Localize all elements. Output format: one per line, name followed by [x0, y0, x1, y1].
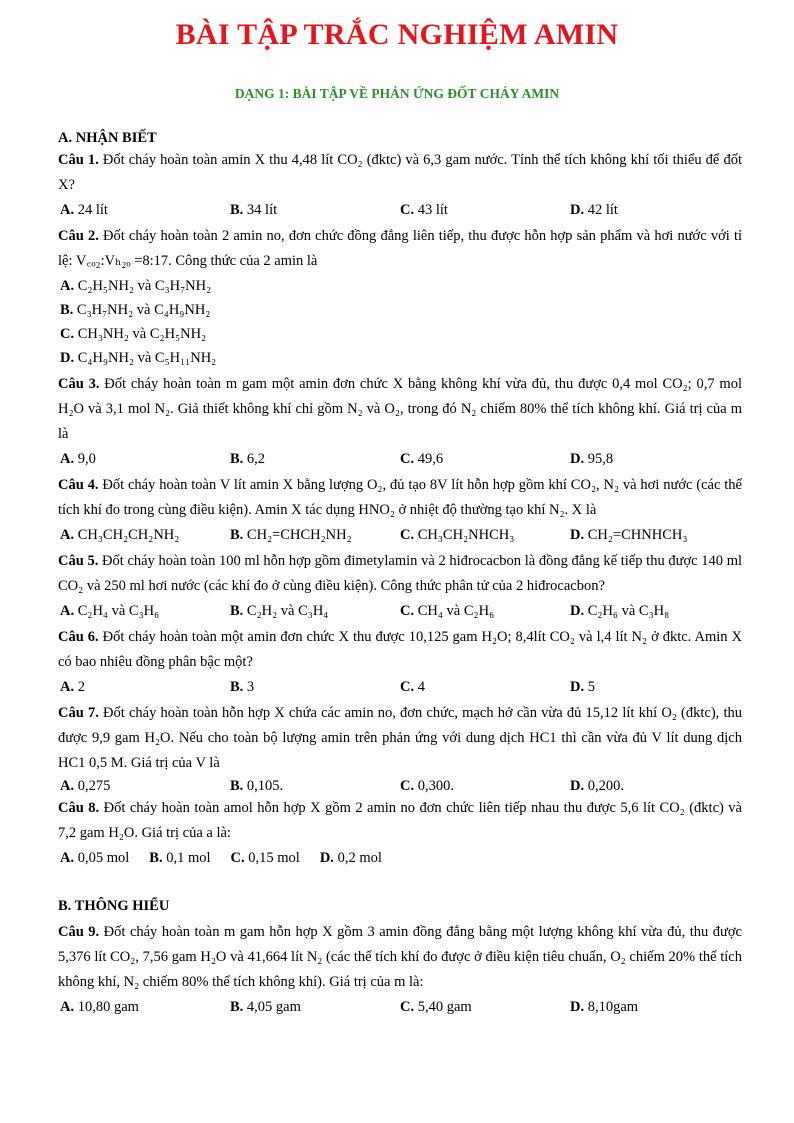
option-text: 4,05 gam — [243, 999, 301, 1015]
option-label: B. — [60, 302, 74, 318]
answer-options-3 — [60, 447, 742, 471]
option-text: C₂H₄ và C₃H₆ — [74, 603, 160, 619]
question-text: Đốt cháy hoàn toàn 100 ml hỗn hợp gồm đimetylamin và 2 hiđrocacbon là đồng đẳng kế tiếp thu được 140 ml CO₂ và 250 ml hơi nước (các khí đo ở cùng điều kiện). Công thức phân tử của 2 hiđrocacbon? — [58, 553, 742, 594]
option-label: B. — [230, 451, 244, 467]
question-label: Câu 1. — [58, 152, 99, 168]
spacer — [58, 872, 742, 896]
option-d — [570, 198, 740, 222]
answer-options-2 — [60, 274, 742, 370]
option-b — [60, 298, 405, 322]
option-text: 42 lít — [584, 202, 618, 218]
option-label: A. — [60, 679, 75, 695]
option-a — [60, 523, 230, 547]
question-2 — [58, 224, 742, 274]
option-text: CH₃CH₂CH₂NH₂ — [74, 527, 180, 543]
option-c — [400, 995, 570, 1019]
section-heading-a: A. NHẬN BIẾT — [58, 130, 157, 146]
question-text: Đốt cháy hoàn toàn một amin đơn chức X thu được 10,125 gam H₂O; 8,4lít CO₂ và l,4 lít N₂ ở đktc. Amin X có bao nhiêu đồng phân bậc một? — [58, 629, 742, 670]
option-label: D. — [570, 603, 585, 619]
option-d — [570, 675, 740, 699]
question-label: Câu 9. — [58, 924, 100, 940]
question-5 — [58, 549, 742, 599]
answer-options-9 — [60, 995, 742, 1019]
content — [58, 128, 742, 1021]
option-c — [400, 776, 570, 796]
question-label: Câu 6. — [58, 629, 99, 645]
page-subtitle: DẠNG 1: BÀI TẬP VỀ PHẢN ỨNG ĐỐT CHÁY AMIN — [234, 86, 560, 101]
question-4 — [58, 473, 742, 523]
question-label: Câu 3. — [58, 376, 100, 392]
option-text: 24 lít — [74, 202, 108, 218]
option-text: C₂H₆ và C₃H₈ — [584, 603, 670, 619]
option-a — [60, 447, 230, 471]
option-text: 0,05 mol — [74, 850, 130, 866]
option-b — [230, 995, 400, 1019]
answer-options-4 — [60, 523, 742, 547]
question-text: Đốt cháy hoàn toàn V lít amin X bằng lượng O₂, đủ tạo 8V lít hỗn hợp gồm khí CO₂, N₂ và hơi nước (các thể tích khí đo trong cùng điều kiện). Amin X tác dụng HNO₂ ở nhiệt độ thường tạo khí N₂. X là — [58, 477, 742, 518]
question-label: Câu 8. — [58, 800, 100, 816]
option-label: A. — [60, 999, 75, 1015]
question-8 — [58, 796, 742, 846]
option-a — [60, 675, 230, 699]
option-text: 43 lít — [414, 202, 448, 218]
option-label: D. — [570, 778, 585, 794]
option-text: 8,10gam — [584, 999, 639, 1015]
option-label: D. — [570, 679, 585, 695]
option-text: C₂H₂ và C₃H₄ — [243, 603, 329, 619]
question-6 — [58, 625, 742, 675]
option-label: A. — [60, 527, 75, 543]
option-label: D. — [570, 202, 585, 218]
option-text: C₃H₇NH₂ và C₄H₉NH₂ — [73, 302, 211, 318]
option-text: 49,6 — [414, 451, 444, 467]
option-text: 4 — [414, 679, 425, 695]
option-label: B. — [230, 999, 244, 1015]
option-text: CH₂=CHNHCH₃ — [584, 527, 688, 543]
option-text: 5,40 gam — [414, 999, 472, 1015]
option-label: B. — [230, 603, 244, 619]
option-b — [230, 198, 400, 222]
answer-options-1 — [60, 198, 742, 222]
option-text: 0,15 mol — [244, 850, 300, 866]
option-d — [570, 447, 740, 471]
question-label: Câu 4. — [58, 477, 99, 493]
option-label: C. — [400, 527, 415, 543]
option-label: C. — [400, 778, 415, 794]
option-text: 0,1 mol — [162, 850, 211, 866]
section-heading-b: B. THÔNG HIỂU — [58, 898, 170, 914]
option-label: B. — [230, 527, 244, 543]
option-label: B. — [149, 850, 163, 866]
question-label: Câu 5. — [58, 553, 99, 569]
option-label: B. — [230, 778, 244, 794]
option-label: D. — [570, 527, 585, 543]
option-a — [60, 274, 405, 298]
option-a — [60, 776, 230, 796]
option-label: A. — [60, 603, 75, 619]
question-text: Đốt cháy hoàn toàn m gam một amin đơn chức X bằng không khí vừa đủ, thu được 0,4 mol CO₂; 0,7 mol H₂O và 3,1 mol N₂. Giả thiết không khí chỉ gồm N₂ và O₂, trong đó N₂ chiếm 80% thể tích không khí. Giá trị của m là — [58, 376, 742, 442]
option-c — [60, 322, 405, 346]
option-c — [400, 599, 570, 623]
answer-options-8 — [60, 846, 742, 870]
option-b — [230, 776, 400, 796]
option-text: 9,0 — [74, 451, 96, 467]
option-text: 6,2 — [243, 451, 266, 467]
option-text: 0,275 — [74, 778, 111, 794]
option-c — [231, 846, 300, 870]
option-label: C. — [400, 202, 415, 218]
answer-options-7 — [60, 776, 742, 796]
option-text: CH₂=CHCH₂NH₂ — [243, 527, 352, 543]
question-text: Đốt cháy hoàn toàn amin X thu 4,48 lít CO₂ (đktc) và 6,3 gam nước. Tính thể tích không khí tối thiểu để đốt X? — [58, 152, 742, 193]
question-text: Đốt cháy hoàn toàn m gam hỗn hợp X gồm 3 amin đồng đẳng bằng một lượng không khí vừa đủ, thu được 5,376 lít CO₂, 7,56 gam H₂O và 41,664 lít N₂ (các thể tích khí đo được ở điều kiện tiêu chuẩn, O₂ chiếm 20% thể tích không khí, N₂ chiếm 80% thể tích không khí). Giá trị của m là: — [58, 924, 742, 990]
option-a — [60, 846, 129, 870]
option-label: C. — [400, 603, 415, 619]
option-d — [570, 776, 740, 796]
option-c — [400, 675, 570, 699]
question-label: Câu 7. — [58, 705, 99, 721]
option-text: 3 — [243, 679, 255, 695]
option-label: D. — [60, 350, 75, 366]
option-label: C. — [400, 999, 415, 1015]
option-c — [400, 198, 570, 222]
option-b — [230, 599, 400, 623]
option-text: 0,200. — [584, 778, 624, 794]
question-1 — [58, 148, 742, 198]
option-b — [149, 846, 210, 870]
option-label: C. — [230, 850, 245, 866]
option-text: C₄H₉NH₂ và C₅H₁₁NH₂ — [74, 350, 217, 366]
question-text: Đốt cháy hoàn toàn hỗn hợp X chứa các amin no, đơn chức, mạch hở cần vừa đủ 15,12 lít khí O₂ (đktc), thu được 9,9 gam H₂O. Nếu cho toàn bộ lượng amin trên phản ứng với dung dịch HC1 thì cần vừa đủ V lít dung dịch HC1 0,5 M. Giá trị của V là — [58, 705, 742, 771]
answer-options-5 — [60, 599, 742, 623]
option-label: A. — [60, 202, 75, 218]
option-a — [60, 995, 230, 1019]
option-label: A. — [60, 778, 75, 794]
option-d — [570, 523, 740, 547]
option-label: A. — [60, 278, 75, 294]
option-c — [400, 523, 570, 547]
option-label: C. — [400, 679, 415, 695]
option-label: B. — [230, 202, 244, 218]
option-label: D. — [319, 850, 334, 866]
option-label: B. — [230, 679, 244, 695]
option-text: 10,80 gam — [74, 999, 139, 1015]
option-d — [570, 995, 740, 1019]
option-text: CH₄ và C₂H₆ — [414, 603, 495, 619]
option-b — [230, 675, 400, 699]
question-text: Đốt cháy hoàn toàn amol hỗn hợp X gồm 2 amin no đơn chức liên tiếp nhau thu được 5,6 lít CO₂ (đktc) và 7,2 gam H₂O. Giá trị của a là: — [58, 800, 742, 841]
option-d — [320, 846, 382, 870]
option-text: 5 — [584, 679, 595, 695]
option-label: C. — [400, 451, 415, 467]
option-text: 0,2 mol — [333, 850, 382, 866]
option-b — [230, 523, 400, 547]
option-b — [230, 447, 400, 471]
option-c — [400, 447, 570, 471]
option-label: C. — [60, 326, 75, 342]
option-text: 0,105. — [243, 778, 284, 794]
option-text: 0,300. — [414, 778, 454, 794]
option-d — [60, 346, 405, 370]
option-label: A. — [60, 850, 75, 866]
option-text: 95,8 — [584, 451, 614, 467]
option-a — [60, 198, 230, 222]
option-a — [60, 599, 230, 623]
question-label: Câu 2. — [58, 228, 99, 244]
question-7 — [58, 701, 742, 776]
option-text: CH₃NH₂ và C₂H₅NH₂ — [74, 326, 207, 342]
option-d — [570, 599, 740, 623]
option-text: 2 — [74, 679, 85, 695]
option-label: A. — [60, 451, 75, 467]
answer-options-6 — [60, 675, 742, 699]
question-text: Đốt cháy hoàn toàn 2 amin no, đơn chức đồng đẳng liên tiếp, thu được hỗn hợp sản phẩm và hơi nước với tỉ lệ: V꜀ₒ₂:Vₕ₂ₒ =8:17. Công thức của 2 amin là — [58, 228, 742, 269]
option-text: CH₃CH₂NHCH₃ — [414, 527, 515, 543]
question-3 — [58, 372, 742, 447]
option-label: D. — [570, 451, 585, 467]
option-label: D. — [570, 999, 585, 1015]
option-text: C₂H₅NH₂ và C₃H₇NH₂ — [74, 278, 212, 294]
question-9 — [58, 920, 742, 995]
page-title: BÀI TẬP TRẮC NGHIỆM AMIN — [175, 18, 619, 51]
option-text: 34 lít — [243, 202, 278, 218]
